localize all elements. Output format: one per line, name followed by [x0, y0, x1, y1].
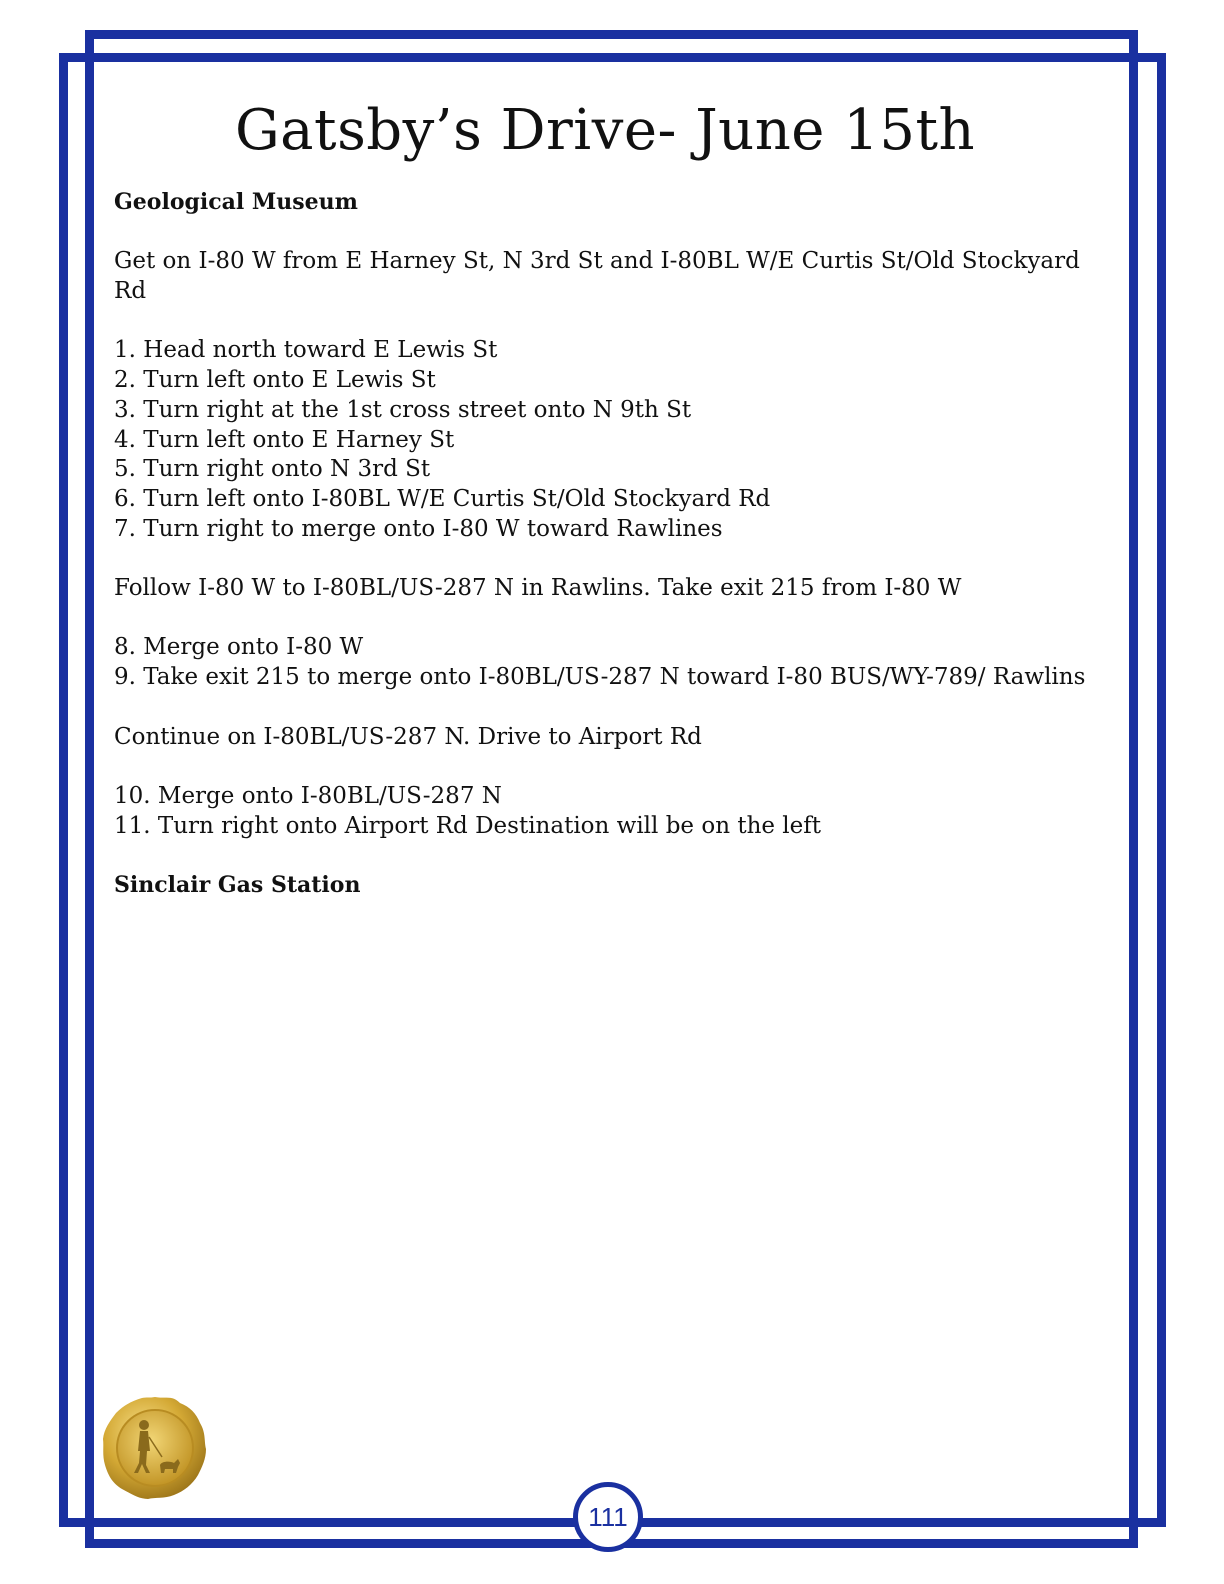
step-7: 7. Turn right to merge onto I-80 W toward Rawlines [114, 515, 723, 542]
gold-wax-seal-icon [100, 1393, 210, 1503]
section3-summary: Continue on I-80BL/US-287 N. Drive to Airport Rd [114, 723, 702, 750]
step-2: 2. Turn left onto E Lewis St [114, 367, 436, 394]
section2-summary: Follow I-80 W to I-80BL/US-287 N in Rawlins. Take exit 215 from I-80 W [114, 575, 962, 602]
step-8: 8. Merge onto I-80 W [114, 634, 364, 661]
section1-summary: Get on I-80 W from E Harney St, N 3rd St and I-80BL W/E Curtis St/Old Stockyard Rd [114, 248, 1080, 305]
origin-heading: Geological Museum [114, 189, 358, 215]
directions-content [114, 188, 1094, 901]
step-5: 5. Turn right onto N 3rd St [114, 456, 431, 483]
page-number: 111 [573, 1482, 643, 1552]
step-6: 6. Turn left onto I-80BL W/E Curtis St/Old Stockyard Rd [114, 486, 771, 512]
step-4: 4. Turn left onto E Harney St [114, 426, 455, 453]
step-10: 10. Merge onto I-80BL/US-287 N [114, 782, 502, 809]
destination-heading: Sinclair Gas Station [114, 872, 361, 899]
step-1: 1. Head north toward E Lewis St [114, 337, 498, 364]
step-11: 11. Turn right onto Airport Rd Destination will be on the left [114, 812, 822, 839]
page-title: Gatsby’s Drive- June 15th [234, 98, 976, 163]
step-9: 9. Take exit 215 to merge onto I-80BL/US-287 N toward I-80 BUS/WY-789/ Rawlins [114, 664, 1086, 691]
step-3: 3. Turn right at the 1st cross street onto N 9th St [114, 396, 692, 423]
